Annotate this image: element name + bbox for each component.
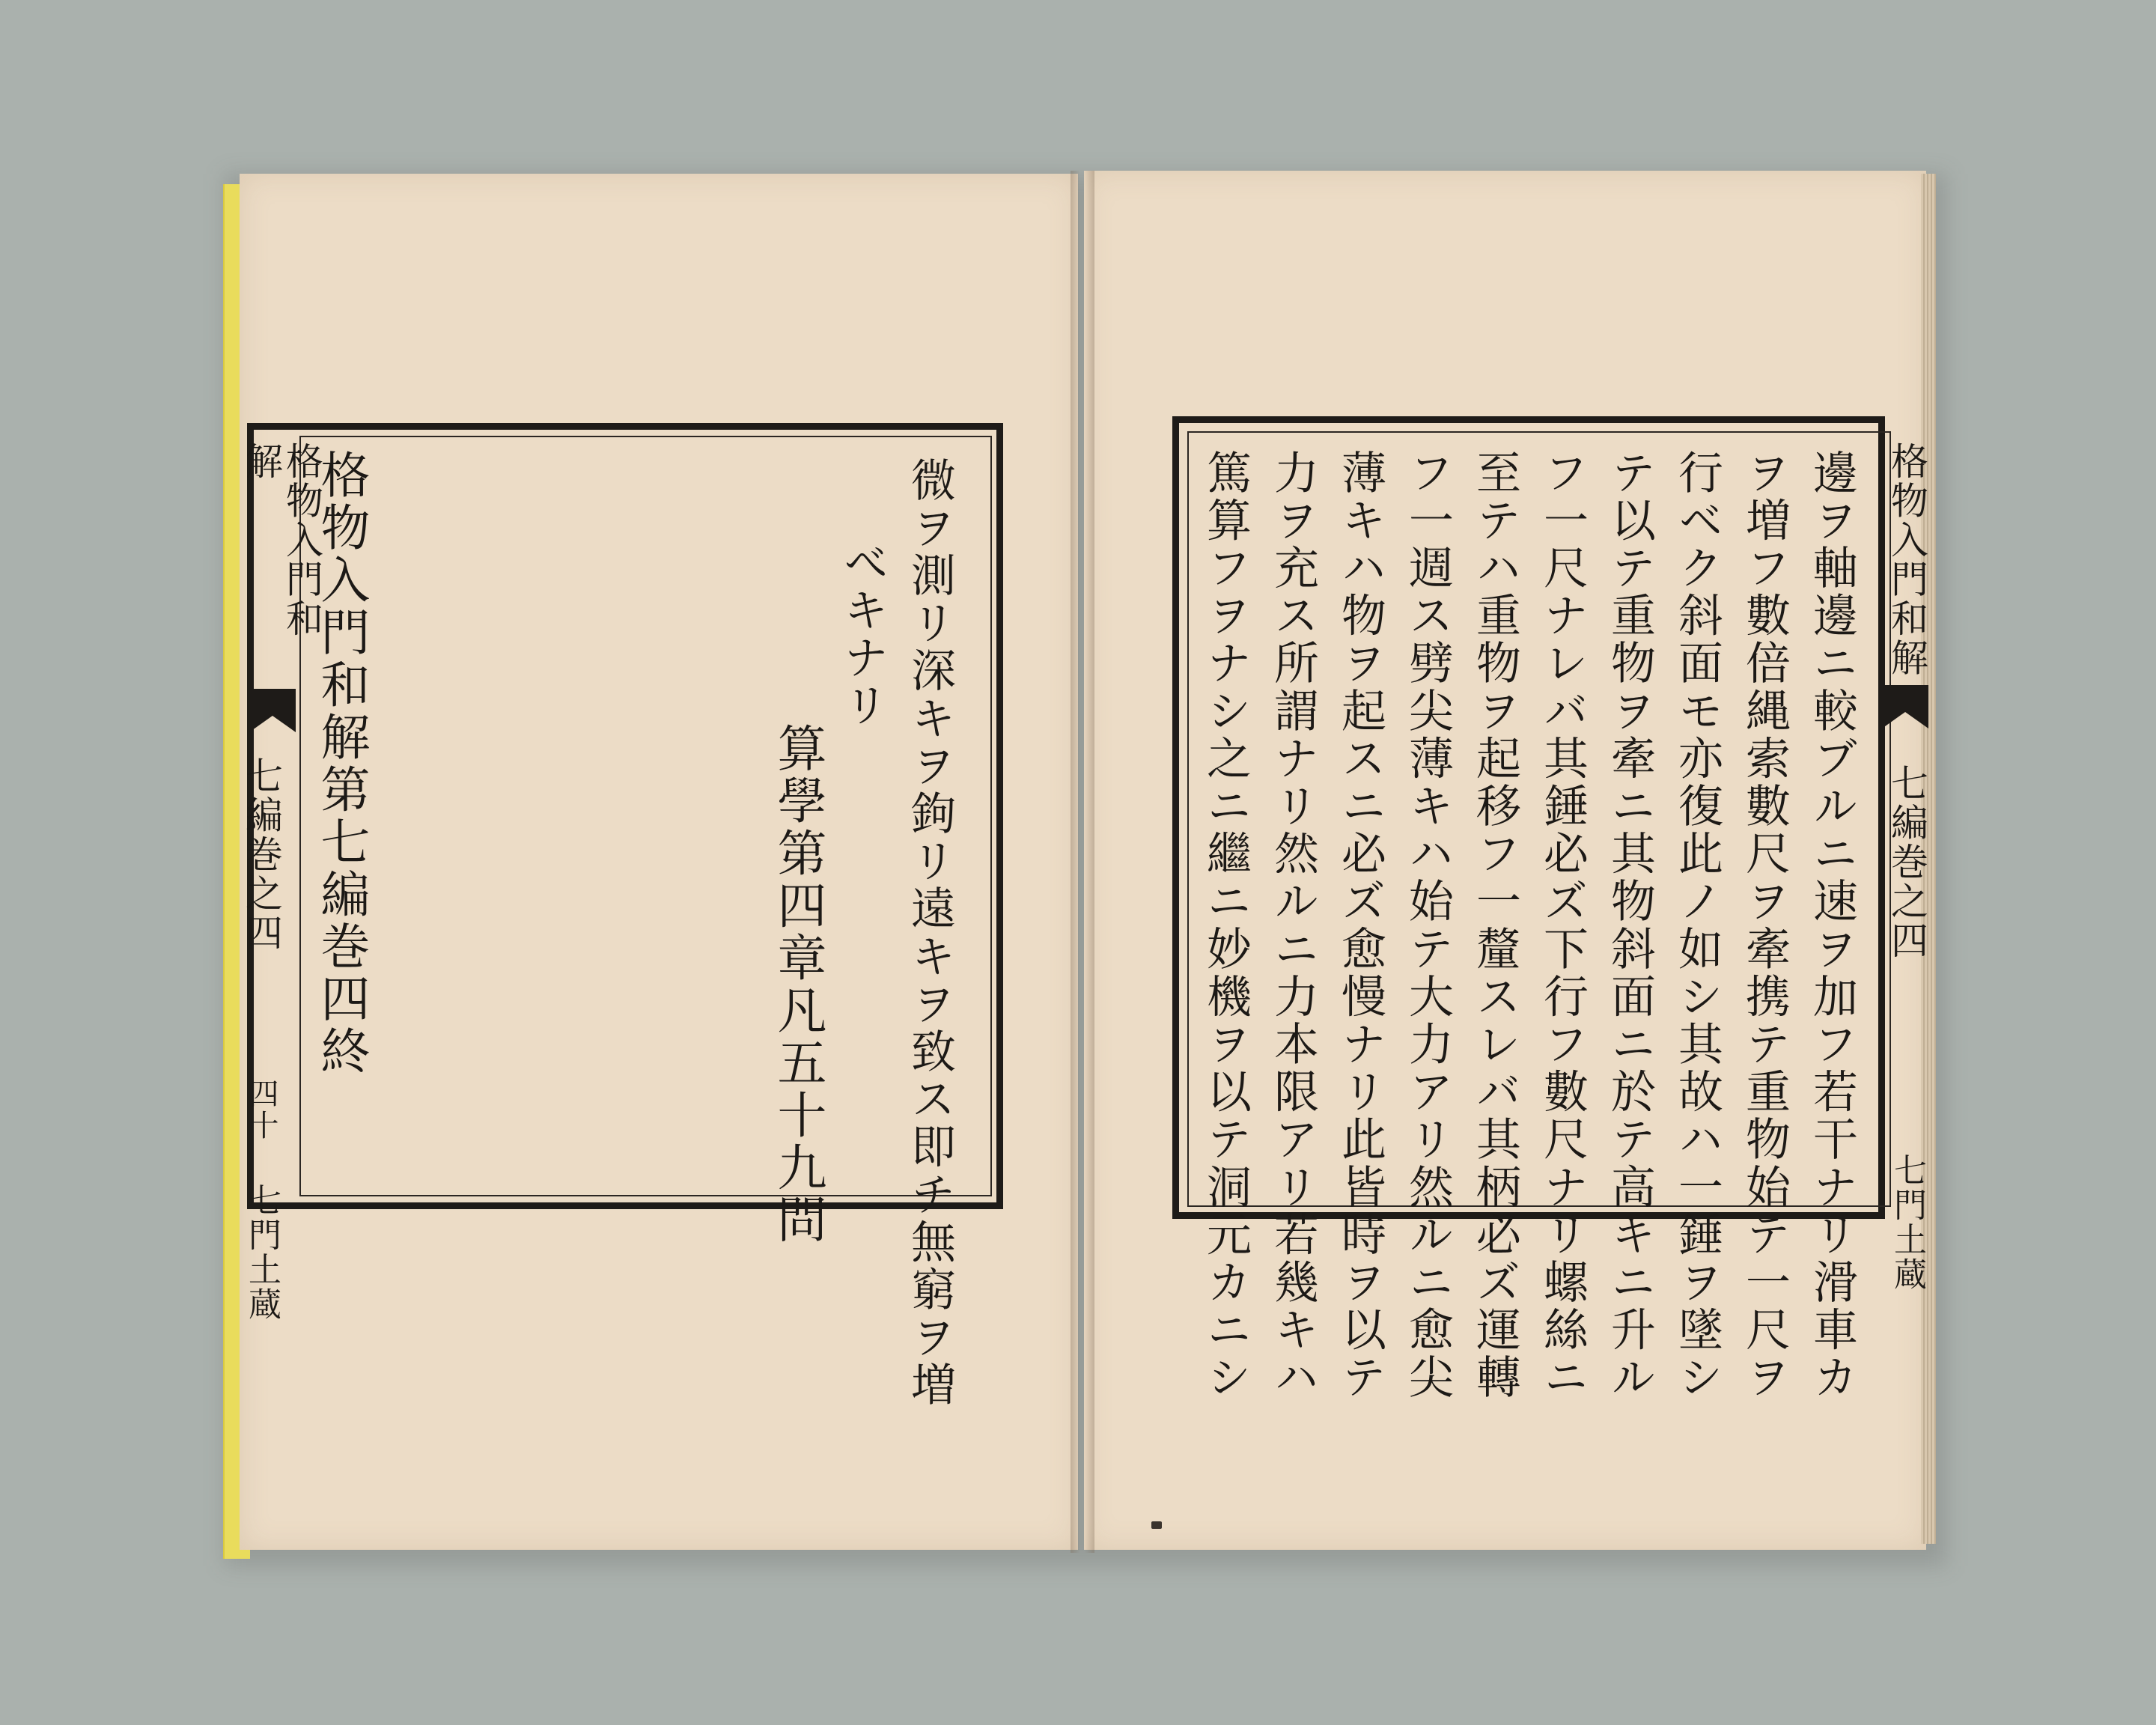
right-text-column: 篤算フヲナシ之ニ繼ニ妙機ヲ以テ洞元カニシ: [1199, 449, 1252, 1402]
right-text-column: フ一尺ナレバ其錘必ズ下行フ數尺ナリ螺絲ニ: [1536, 449, 1589, 1402]
left-closing-line: 格物入門和解第七編巻四終: [312, 449, 370, 1078]
left-text-column: 微ヲ測リ深キヲ鉤リ遠キヲ致ス即チ無窮ヲ増: [904, 457, 956, 1409]
left-hashira-title: 格物入門和解: [240, 442, 323, 639]
right-text-column: 力ヲ充ス所謂ナリ然ルニ力本限アリ若幾キハ: [1267, 449, 1319, 1402]
right-text-column: 邊ヲ軸邊ニ較ブルニ速ヲ加フ若干ナリ滑車カ: [1806, 449, 1858, 1402]
left-hashira-volume: 七編巻之四: [240, 756, 283, 953]
book-gutter: [1071, 171, 1094, 1553]
ink-speck: [1151, 1521, 1162, 1529]
right-text-column: 行ベク斜面モ亦復此ノ如シ其故ハ一錘ヲ墜シ: [1671, 449, 1723, 1402]
right-hashira-publisher: 七門土蔵: [1888, 1153, 1926, 1292]
right-text-column: フ一週ス劈尖薄キハ始テ大力アリ然ルニ愈尖: [1401, 449, 1454, 1402]
left-hashira-publisher: 七門土蔵: [243, 1183, 281, 1321]
left-text-column: べキナリ: [836, 539, 889, 730]
left-hashira-page-number: 四十: [244, 1078, 278, 1141]
right-text-column: ヲ増フ數倍縄索數尺ヲ牽携テ重物始テ一尺ヲ: [1738, 449, 1791, 1402]
right-text-column: 薄キハ物ヲ起スニ必ズ愈慢ナリ此皆時ヲ以テ: [1334, 449, 1386, 1402]
right-hashira-title: 格物入門和解: [1885, 442, 1928, 678]
right-hashira-volume: 七編巻之四: [1885, 764, 1928, 961]
left-chapter-count-line: 算學第四章凡五十九問: [769, 722, 826, 1247]
right-text-column: 至テハ重物ヲ起移フ一釐スレバ其柄必ズ運轉: [1469, 449, 1521, 1402]
right-text-column: テ以テ重物ヲ牽ニ其物斜面ニ於テ高キニ升ル: [1604, 449, 1656, 1402]
